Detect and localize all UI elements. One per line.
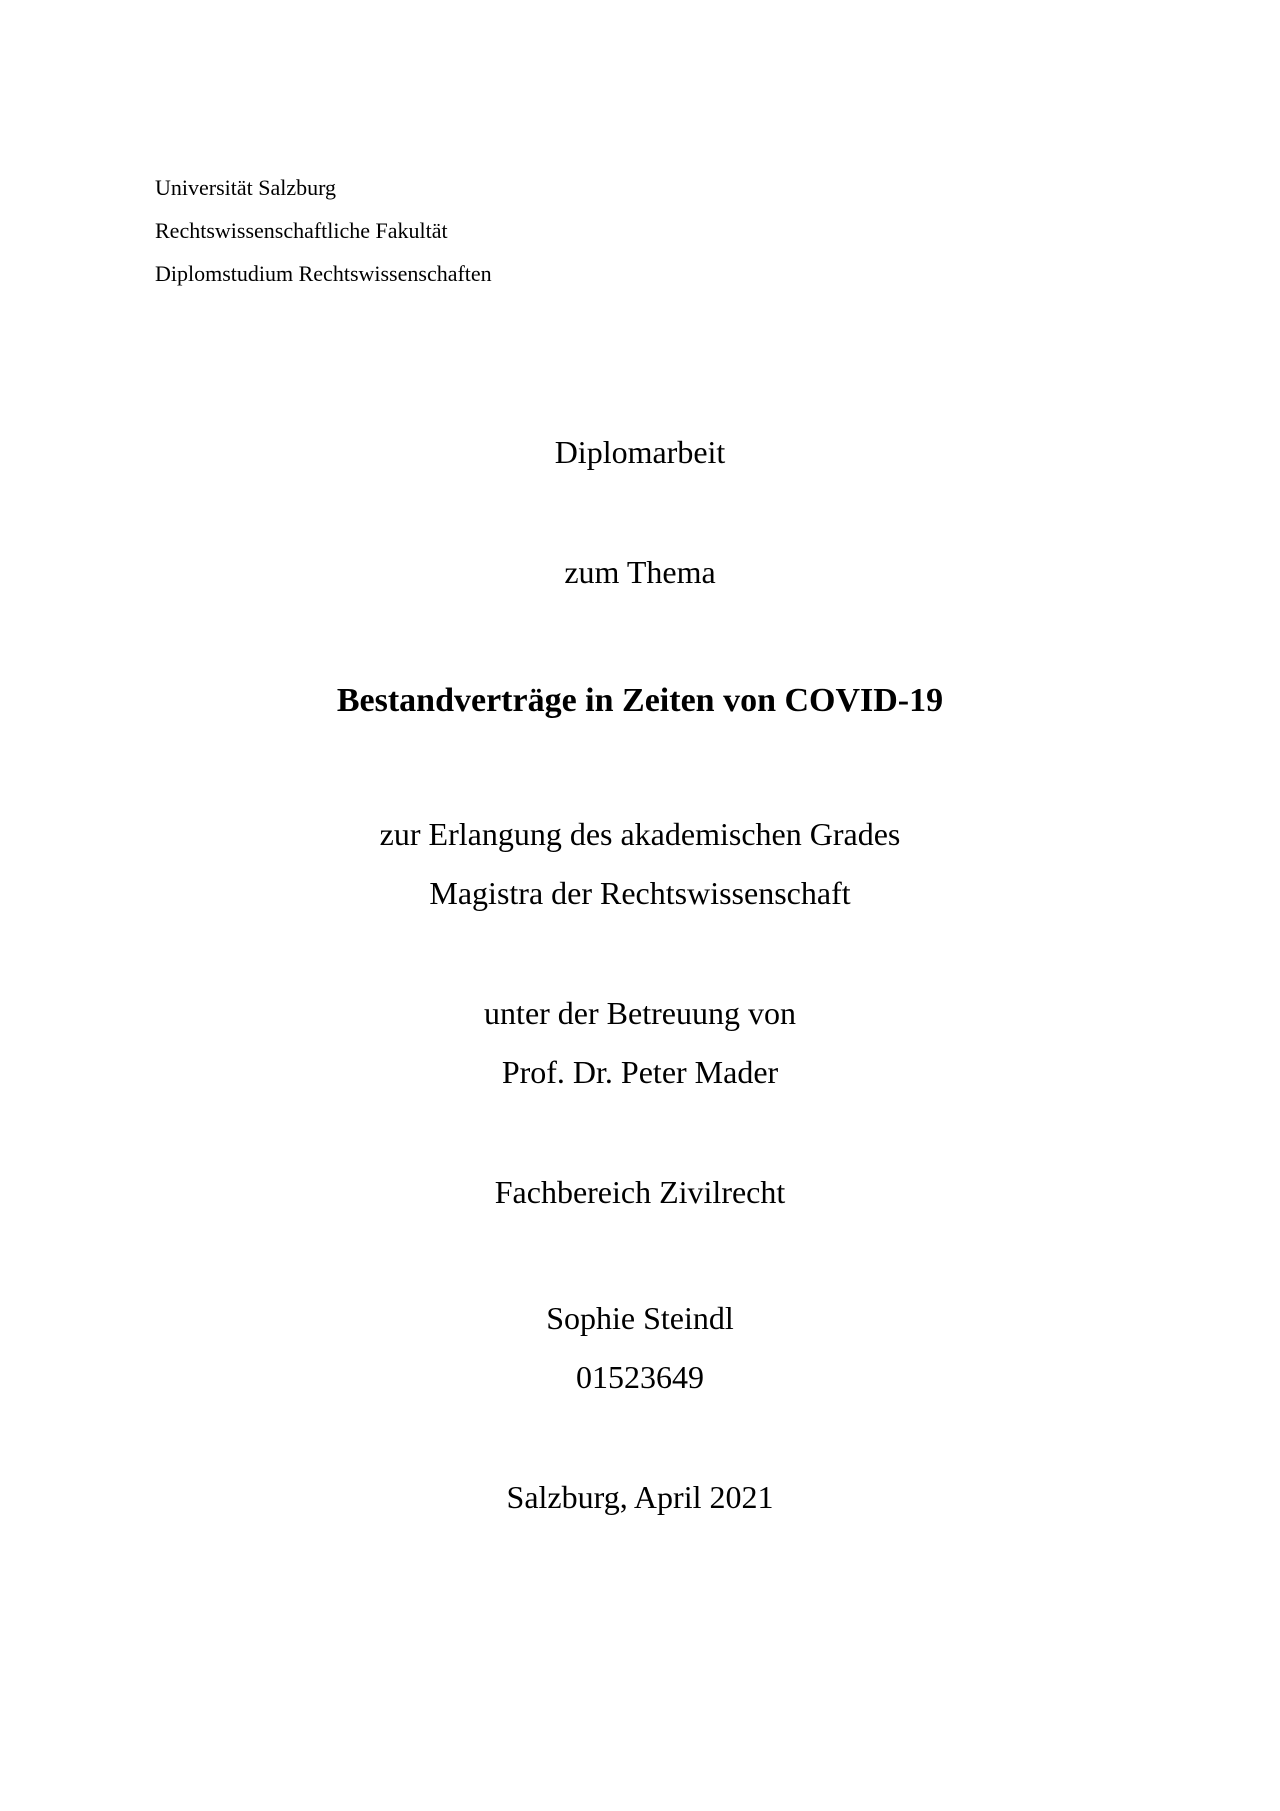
degree-purpose-line-1: zur Erlangung des akademischen Grades <box>379 816 901 852</box>
thesis-title: Bestandverträge in Zeiten von COVID-19 <box>336 682 944 719</box>
university-name: Universität Salzburg <box>155 175 337 200</box>
topic-intro: zum Thema <box>564 554 716 590</box>
faculty-name: Rechtswissenschaftliche Fakultät <box>155 218 448 243</box>
place-and-date: Salzburg, April 2021 <box>506 1479 774 1515</box>
degree-purpose-line-2: Magistra der Rechtswissenschaft <box>429 875 851 911</box>
author-name: Sophie Steindl <box>546 1300 734 1336</box>
study-program: Diplomstudium Rechtswissenschaften <box>155 261 492 286</box>
supervisor-name: Prof. Dr. Peter Mader <box>501 1054 779 1090</box>
thesis-type: Diplomarbeit <box>554 434 726 470</box>
department: Fachbereich Zivilrecht <box>494 1174 786 1210</box>
student-id: 01523649 <box>576 1359 704 1395</box>
supervision-intro: unter der Betreuung von <box>484 995 796 1031</box>
institution-header <box>155 166 492 295</box>
